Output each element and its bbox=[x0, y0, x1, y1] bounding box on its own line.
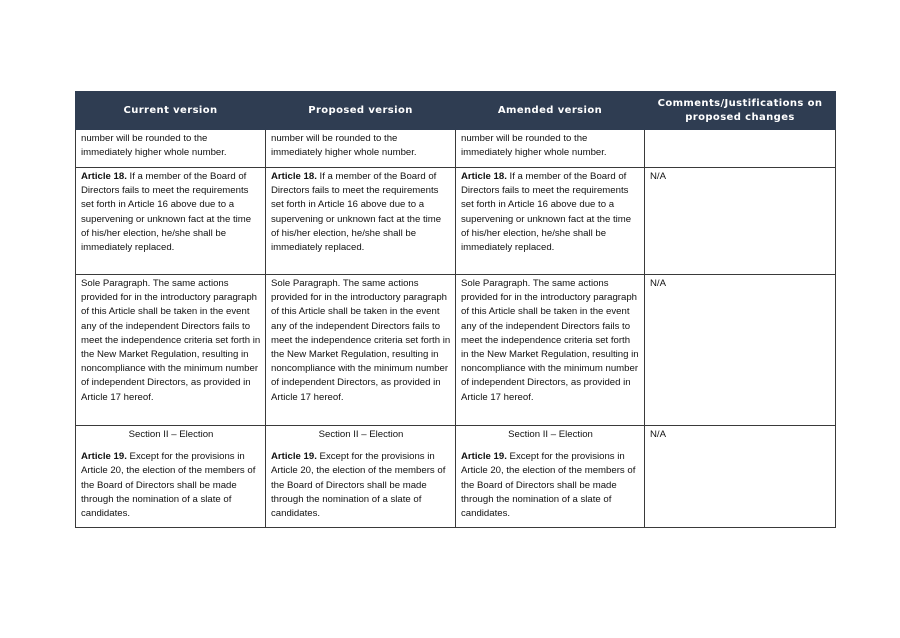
cell-amended bbox=[456, 168, 645, 275]
paragraph-text: Sole Paragraph. The same actions provided for in the introductory paragraph of this Article shall be taken in the event any of the independent Directors fails to meet the independence criteria set forth in the New Market Regulation, resulting in noncompliance with the minimum number of independent Directors, as provided in Article 17 hereof. bbox=[461, 278, 639, 403]
article-label: Article 18. bbox=[461, 171, 507, 182]
cell-text: number will be rounded to the immediately higher whole number. bbox=[81, 133, 227, 159]
cell-amended bbox=[456, 130, 645, 168]
header-amended-version: Amended version bbox=[456, 92, 645, 130]
comment-text: N/A bbox=[650, 278, 666, 289]
article-text: Except for the provisions in Article 20, the election of the members of the Board of Directors shall be made through the nomination of a slate of candidates. bbox=[461, 451, 636, 520]
article-label: Article 19. bbox=[271, 451, 317, 463]
cell-proposed bbox=[266, 130, 456, 168]
article-label: Article 18. bbox=[271, 171, 317, 182]
article-label: Article 18. bbox=[81, 171, 127, 182]
cell-text: number will be rounded to the immediately higher whole number. bbox=[461, 133, 607, 159]
article-text: If a member of the Board of Directors fails to meet the requirements set forth in Article 16 above due to a supervening or unknown fact at the time of his/her election, he/she shall be immediately replaced. bbox=[461, 171, 632, 254]
cell-current bbox=[76, 168, 266, 275]
section-heading: Section II – Election bbox=[508, 429, 593, 440]
cell-amended bbox=[456, 275, 645, 426]
header-proposed-version: Proposed version bbox=[266, 92, 456, 130]
article-text: Except for the provisions in Article 20, the election of the members of the Board of Directors shall be made through the nomination of a slate of candidates. bbox=[271, 451, 446, 520]
cell-proposed bbox=[266, 426, 456, 528]
table-row bbox=[76, 130, 836, 168]
cell-current bbox=[76, 426, 266, 528]
section-heading: Section II – Election bbox=[128, 429, 214, 440]
cell-text: number will be rounded to the immediately higher whole number. bbox=[271, 133, 417, 159]
header-current-version: Current version bbox=[76, 92, 266, 130]
table-row bbox=[76, 168, 836, 275]
cell-proposed bbox=[266, 275, 456, 426]
header-comments: Comments/Justifications on proposed changes bbox=[645, 92, 836, 130]
comment-text: N/A bbox=[650, 171, 666, 182]
cell-comment bbox=[645, 426, 836, 528]
table-row bbox=[76, 426, 836, 528]
section-heading: Section II – Election bbox=[318, 429, 404, 440]
article-text: If a member of the Board of Directors fails to meet the requirements set forth in Article 16 above due to a supervening or unknown fact at the time of his/her election, he/she shall be immediately replaced. bbox=[271, 171, 442, 254]
article-text: Except for the provisions in Article 20, the election of the members of the Board of Directors shall be made through the nomination of a slate of candidates. bbox=[81, 451, 256, 520]
article-label: Article 19. bbox=[81, 451, 127, 463]
article-label: Article 19. bbox=[461, 451, 507, 463]
cell-proposed bbox=[266, 168, 456, 275]
table-row bbox=[76, 275, 836, 426]
paragraph-text: Sole Paragraph. The same actions provided for in the introductory paragraph of this Article shall be taken in the event any of the independent Directors fails to meet the independence criteria set forth in the New Market Regulation, resulting in noncompliance with the minimum number of independent Directors, as provided in Article 17 hereof. bbox=[271, 278, 451, 403]
comparison-table bbox=[75, 91, 836, 528]
paragraph-text: Sole Paragraph. The same actions provided for in the introductory paragraph of this Article shall be taken in the event any of the independent Directors fails to meet the independence criteria set forth in the New Market Regulation, resulting in noncompliance with the minimum number of independent Directors, as provided in Article 17 hereof. bbox=[81, 278, 261, 403]
cell-comment bbox=[645, 168, 836, 275]
cell-comment bbox=[645, 130, 836, 168]
cell-amended bbox=[456, 426, 645, 528]
comment-text: N/A bbox=[650, 429, 666, 440]
article-text: If a member of the Board of Directors fails to meet the requirements set forth in Article 16 above due to a supervening or unknown fact at the time of his/her election, he/she shall be immediately replaced. bbox=[81, 171, 252, 254]
table-header-row bbox=[76, 92, 836, 130]
cell-comment bbox=[645, 275, 836, 426]
cell-current bbox=[76, 275, 266, 426]
cell-current bbox=[76, 130, 266, 168]
